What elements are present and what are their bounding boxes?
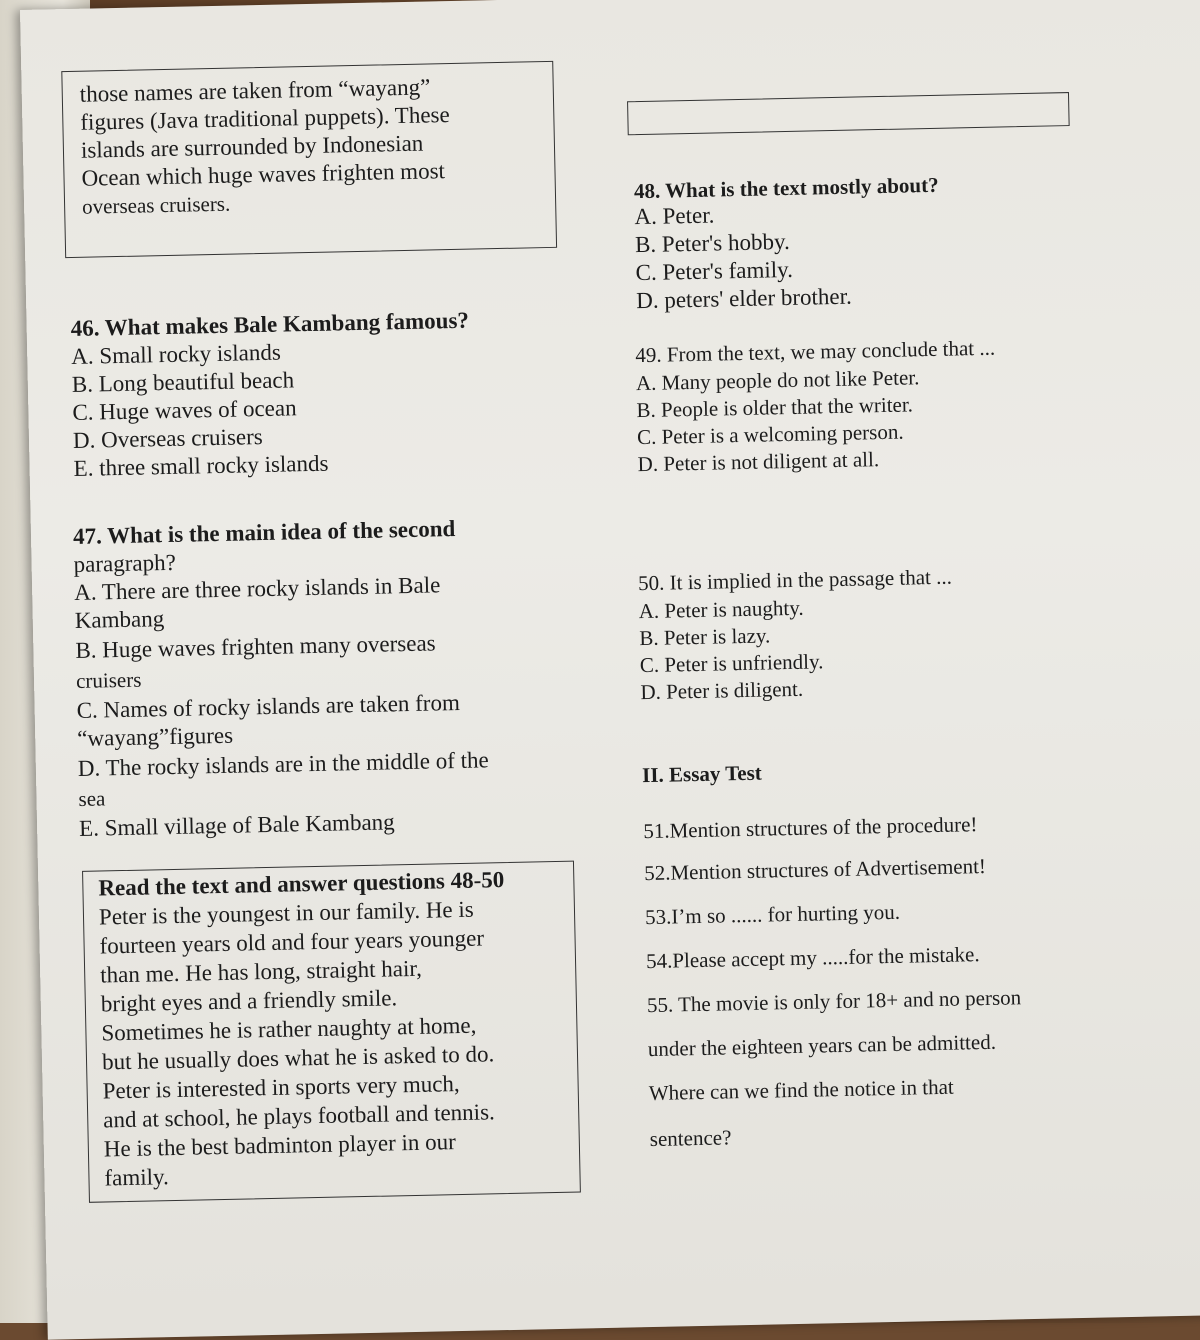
question-49: 49. From the text, we may conclude that ...: [635, 335, 996, 368]
passage-2-heading: Read the text and answer questions 48-50: [98, 867, 505, 901]
essay-question-55: 55. The movie is only for 18+ and no person: [646, 985, 1022, 1018]
q50-option-c: C. Peter is unfriendly.: [639, 649, 824, 678]
q48-option-d: D. peters' elder brother.: [635, 283, 852, 314]
passage-2-line: fourteen years old and four years younger: [99, 925, 485, 959]
question-50: 50. It is implied in the passage that ...: [637, 564, 953, 596]
q47-option-line: B. Huge waves frighten many overseas: [75, 630, 436, 663]
essay-heading: II. Essay Test: [641, 760, 763, 788]
passage-2-line: Peter is the youngest in our family. He is: [98, 896, 474, 930]
worksheet-page: [20, 0, 1200, 1340]
passage-2-line: but he usually does what he is asked to do.: [101, 1041, 495, 1075]
essay-question-55-cont: under the eighteen years can be admitted.: [647, 1029, 997, 1062]
q47-option-line: cruisers: [75, 667, 142, 693]
empty-box: [627, 92, 1070, 135]
question-48: 48. What is the text mostly about?: [633, 172, 939, 204]
q49-option-d: D. Peter is not diligent at all.: [637, 447, 880, 477]
q47-option-line: A. There are three rocky islands in Bale: [73, 572, 441, 605]
passage-2-line: He is the best badminton player in our: [103, 1129, 457, 1162]
q50-option-d: D. Peter is diligent.: [640, 676, 804, 705]
q48-option-b: B. Peter's hobby.: [634, 228, 790, 258]
passage-1-line: overseas cruisers.: [81, 191, 231, 219]
q49-option-a: A. Many people do not like Peter.: [635, 365, 920, 396]
q46-option-c: C. Huge waves of ocean: [72, 395, 297, 425]
passage-2-line: family.: [104, 1164, 170, 1191]
passage-1-line: islands are surrounded by Indonesian: [80, 130, 424, 163]
question-46: 46. What makes Bale Kambang famous?: [70, 307, 470, 342]
passage-1-line: those names are taken from “wayang”: [79, 74, 431, 107]
passage-2-line: bright eyes and a friendly smile.: [100, 985, 398, 1017]
passage-1-line: figures (Java traditional puppets). These: [80, 102, 450, 135]
passage-1-line: Ocean which huge waves frighten most: [81, 158, 446, 191]
q48-option-a: A. Peter.: [634, 202, 715, 230]
question-47-cont: paragraph?: [73, 549, 177, 577]
q49-option-b: B. People is older that the writer.: [636, 392, 914, 423]
passage-2-line: and at school, he plays football and tennis.: [103, 1099, 496, 1133]
q47-option-line: sea: [78, 786, 106, 811]
essay-question-53: 53.I’m so ...... for hurting you.: [644, 899, 901, 930]
passage-2-line: Peter is interested in sports very much,: [102, 1071, 460, 1104]
question-47: 47. What is the main idea of the second: [72, 516, 456, 550]
essay-question-52: 52.Mention structures of Advertisement!: [643, 853, 987, 886]
q46-option-b: B. Long beautiful beach: [71, 367, 295, 397]
q46-option-a: A. Small rocky islands: [71, 339, 282, 369]
essay-question-51: 51.Mention structures of the procedure!: [643, 812, 978, 844]
q46-option-e: E. three small rocky islands: [73, 450, 329, 481]
q47-option-line: Kambang: [74, 606, 165, 633]
q50-option-b: B. Peter is lazy.: [639, 623, 771, 651]
essay-question-55-cont: Where can we find the notice in that: [648, 1074, 954, 1106]
passage-2-line: than me. He has long, straight hair,: [99, 955, 423, 988]
q50-option-a: A. Peter is naughty.: [638, 595, 804, 624]
essay-question-55-cont: sentence?: [649, 1125, 732, 1152]
q49-option-c: C. Peter is a welcoming person.: [636, 419, 904, 450]
q46-option-d: D. Overseas cruisers: [72, 424, 263, 453]
q47-option-line: D. The rocky islands are in the middle of the: [77, 747, 489, 781]
passage-2-line: Sometimes he is rather naughty at home,: [101, 1012, 477, 1046]
q48-option-c: C. Peter's family.: [635, 256, 794, 286]
q47-option-line: E. Small village of Bale Kambang: [78, 809, 395, 841]
q47-option-line: “wayang”figures: [77, 722, 234, 751]
essay-question-54: 54.Please accept my .....for the mistake.: [645, 942, 980, 974]
q47-option-line: C. Names of rocky islands are taken from: [76, 689, 461, 723]
